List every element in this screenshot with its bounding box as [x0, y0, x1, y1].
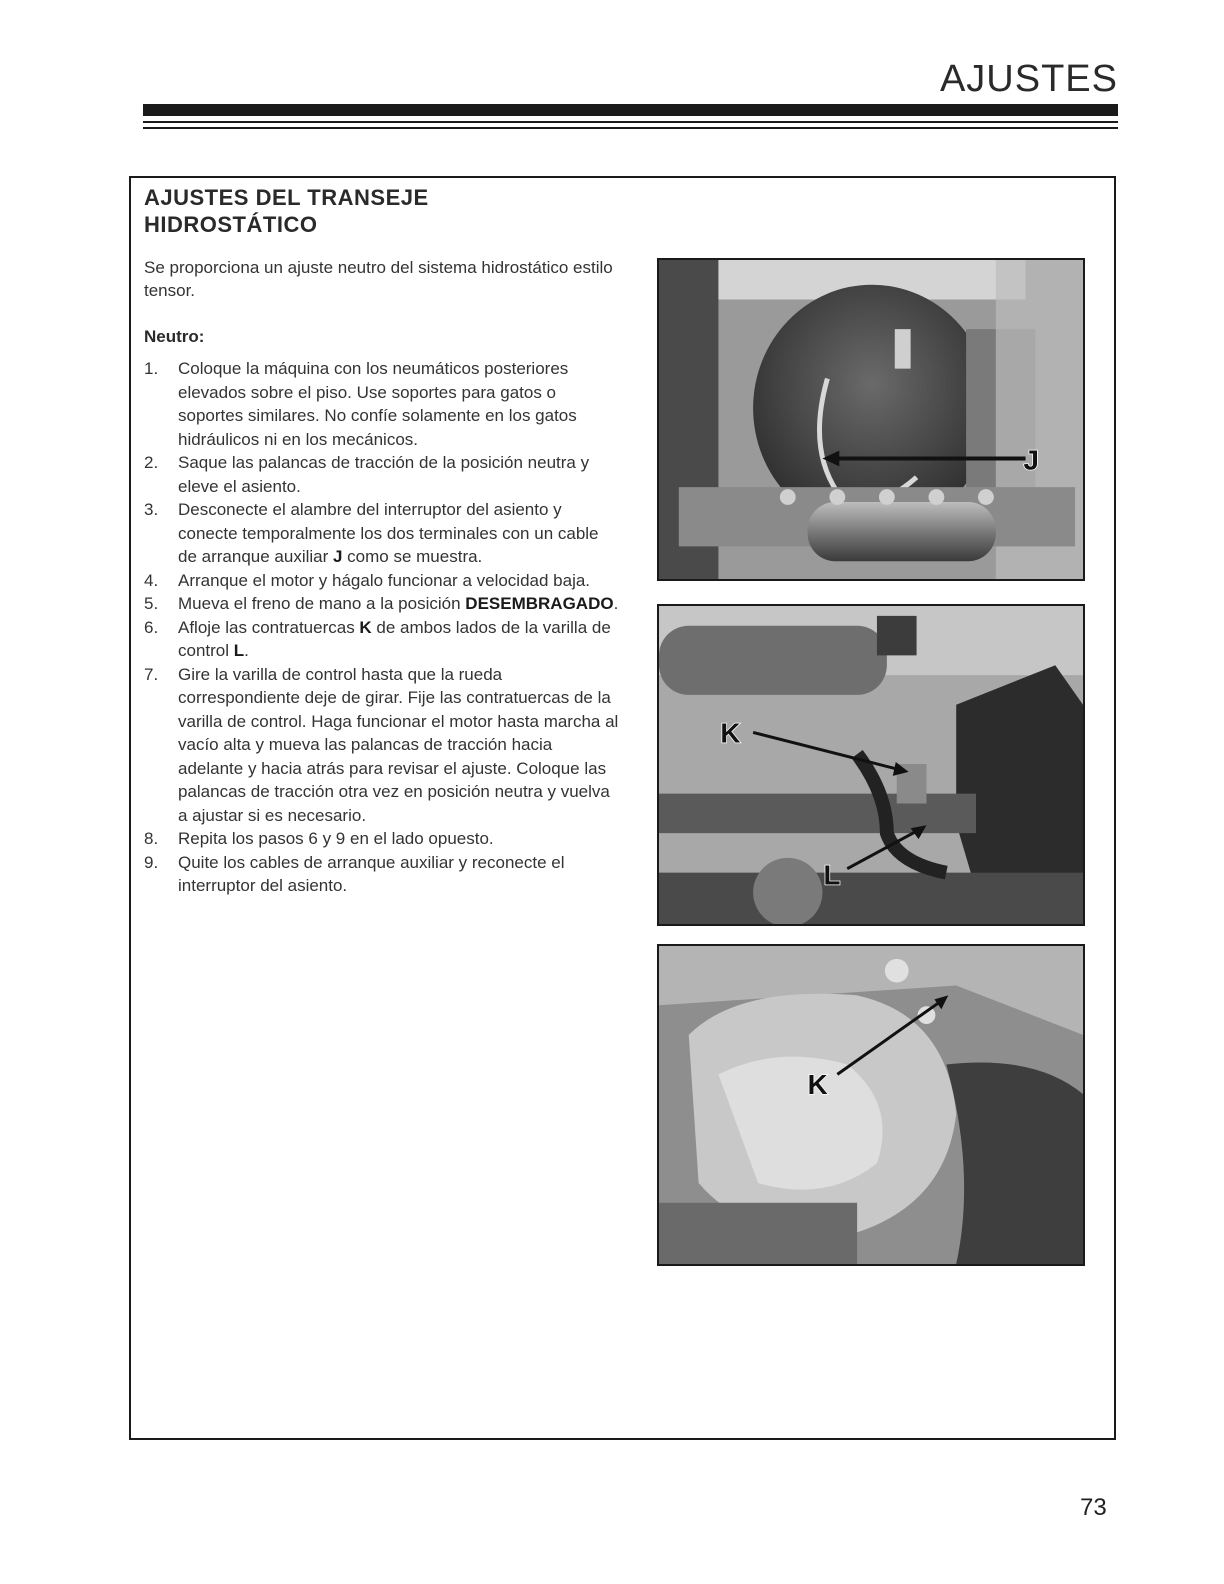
step-text: como se muestra. [342, 547, 483, 566]
step-text: Desconecte el alambre del interruptor del asiento y conecte temporalmente los dos terminales con un cable de arranque auxiliar [178, 500, 599, 566]
photo-transaxle [657, 944, 1085, 1266]
step-item [144, 851, 622, 898]
callout-label-j: J [1023, 444, 1039, 476]
section-title-line1: AJUSTES DEL TRANSEJE [144, 185, 429, 210]
section-title-line2: HIDROSTÁTICO [144, 212, 318, 237]
section-title [144, 184, 564, 238]
step-bold: L [233, 641, 245, 660]
step-number: 2. [144, 453, 159, 472]
step-item [144, 451, 622, 498]
photo-control-rod-illustration [659, 606, 1083, 924]
step-text: de ambos lados de la varilla de control [178, 617, 611, 660]
callout-label-k: K [807, 1069, 828, 1101]
step-text: Quite los cables de arranque auxiliar y reconecte el interruptor del asiento. [178, 852, 565, 895]
step-text: Repita los pasos 6 y 9 en el lado opuesto. [178, 829, 494, 848]
step-text: . [244, 641, 249, 660]
subhead-neutro: Neutro: [144, 327, 205, 346]
photo-seat-switch-illustration [659, 260, 1083, 579]
step-text: Gire la varilla de control hasta que la rueda correspondiente deje de girar. Fije las contratuercas de la varilla de control. Haga funcionar el motor hasta marcha al vacío alta y mueva las palancas de tracción hacia adelante y hacia atrás para revisar el ajuste. Coloque las palancas de tracción otra vez en posición neutra y vuelva a ajustar si es necesario. [178, 664, 619, 825]
step-text: Saque las palancas de tracción de la posición neutra y eleve el asiento. [178, 453, 590, 496]
step-number: 6. [144, 617, 159, 637]
step-text: . [613, 594, 619, 613]
step-number: 9. [144, 852, 159, 872]
step-item [144, 498, 622, 569]
step-item [144, 616, 622, 663]
step-item [144, 569, 622, 593]
photo-seat-switch [657, 258, 1085, 581]
step-bold: J [332, 547, 343, 566]
step-number: 7. [144, 664, 159, 684]
photo-transaxle-illustration [659, 946, 1083, 1264]
page-number: 73 [1080, 1494, 1107, 1521]
steps-list [144, 357, 622, 898]
step-item [144, 827, 622, 851]
step-item [144, 357, 622, 451]
photo-control-rod [657, 604, 1085, 926]
step-bold: K [359, 617, 372, 637]
step-text: Arranque el motor y hágalo funcionar a velocidad baja. [178, 570, 591, 590]
step-item [144, 592, 622, 616]
step-text: Coloque la máquina con los neumáticos posteriores elevados sobre el piso. Use soportes para gatos o soportes similares. No confíe solamente en los gatos hidráulicos ni en los mecánicos. [178, 359, 577, 449]
step-text: Afloje las contratuercas [178, 617, 360, 637]
step-number: 1. [144, 359, 159, 378]
header-title: AJUSTES [939, 58, 1118, 100]
header-rule-thin [143, 121, 1118, 123]
intro-paragraph: Se proporciona un ajuste neutro del sistema hidrostático estilo tensor. [144, 258, 613, 300]
callout-label-l: L [823, 859, 841, 891]
callout-label-k: K [720, 717, 741, 749]
step-number: 8. [144, 829, 159, 848]
header-rule-thin [143, 127, 1118, 129]
step-text: Mueva el freno de mano a la posición [178, 594, 466, 613]
step-number: 3. [144, 500, 159, 519]
step-item [144, 663, 622, 828]
step-number: 4. [144, 570, 159, 590]
header-rule-thick [143, 104, 1118, 116]
step-bold: DESEMBRAGADO [465, 594, 614, 613]
step-number: 5. [144, 594, 159, 613]
